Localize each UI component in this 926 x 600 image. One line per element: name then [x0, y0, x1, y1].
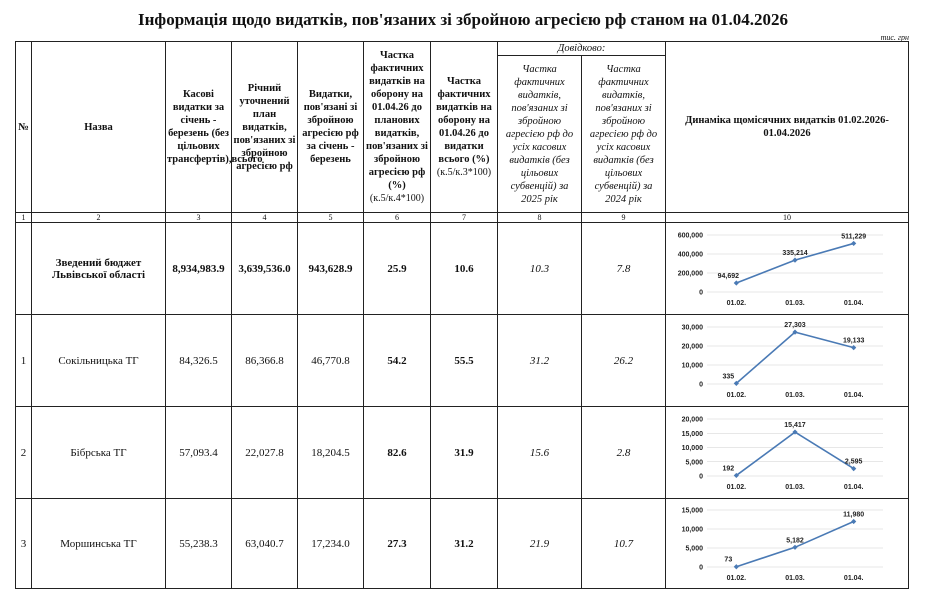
- y-tick-label: 30,000: [681, 324, 703, 331]
- data-point: [851, 518, 856, 523]
- data-point: [734, 280, 739, 285]
- col-number: 2: [32, 213, 166, 223]
- x-tick-label: 01.02.: [726, 299, 747, 307]
- dynamics-chart: [669, 318, 905, 404]
- row-c7: 55.5: [431, 315, 498, 407]
- col-number: 10: [666, 213, 909, 223]
- data-label: 15,417: [784, 421, 806, 429]
- row-chart-cell: [666, 315, 909, 407]
- x-tick-label: 01.04.: [843, 483, 864, 491]
- data-point: [792, 544, 797, 549]
- row-c4: 63,040.7: [232, 499, 298, 589]
- table-row: [16, 315, 909, 407]
- header-c6-text: Частка фактичних видатків на оборону на 01.04.26 до планових видатків, пов'язаних зі збройною агресією рф (%): [366, 50, 428, 191]
- row-no: 3: [16, 499, 32, 589]
- header-name: Назва: [32, 42, 166, 213]
- series-line: [736, 432, 853, 475]
- data-label: 5,182: [786, 536, 804, 544]
- dynamics-chart: [669, 501, 905, 587]
- series-line: [736, 332, 853, 383]
- x-tick-label: 01.04.: [843, 574, 864, 582]
- col-number: 6: [364, 213, 431, 223]
- y-tick-label: 5,000: [685, 545, 703, 552]
- data-point: [734, 564, 739, 569]
- y-tick-label: 0: [699, 381, 703, 388]
- row-c3: 57,093.4: [166, 407, 232, 499]
- data-label: 2,595: [844, 458, 863, 466]
- col-number: 9: [582, 213, 666, 223]
- y-tick-label: 10,000: [681, 444, 703, 452]
- row-name: Бібрська ТГ: [32, 407, 166, 499]
- row-c9: 2.8: [582, 407, 666, 499]
- row-c8: 10.3: [498, 223, 582, 315]
- expenditure-table: [15, 41, 909, 589]
- x-tick-label: 01.02.: [726, 574, 747, 582]
- data-label: 94,692: [717, 272, 740, 280]
- y-tick-label: 400,000: [677, 251, 703, 258]
- row-c5: 943,628.9: [298, 223, 364, 315]
- y-tick-label: 20,000: [681, 416, 703, 423]
- header-reference: Довідково:: [498, 42, 666, 56]
- row-c9: 10.7: [582, 499, 666, 589]
- y-tick-label: 200,000: [677, 270, 703, 277]
- col-number: 5: [298, 213, 364, 223]
- col-number: 8: [498, 213, 582, 223]
- x-tick-label: 01.02.: [726, 391, 747, 399]
- data-label: 73: [724, 556, 733, 564]
- data-point: [851, 240, 856, 245]
- row-c4: 22,027.8: [232, 407, 298, 499]
- row-name: Сокільницька ТГ: [32, 315, 166, 407]
- row-c7: 31.2: [431, 499, 498, 589]
- row-no: 2: [16, 407, 32, 499]
- data-point: [792, 257, 797, 262]
- row-c6: 82.6: [364, 407, 431, 499]
- header-c3: Касові видатки за січень - березень (без цільових трансфертів),всього: [166, 42, 232, 213]
- header-c7-text: Частка фактичних видатків на оборону на 01.04.26 до видатки всього (%): [436, 76, 492, 165]
- header-c4: Річний уточнений план видатків, пов'язаних зі збройною агресією рф: [232, 42, 298, 213]
- row-c6: 25.9: [364, 223, 431, 315]
- y-tick-label: 20,000: [681, 343, 703, 350]
- x-tick-label: 01.04.: [843, 299, 864, 307]
- header-c7-note: (к.5/к.3*100): [436, 167, 492, 178]
- x-tick-label: 01.03.: [785, 391, 805, 399]
- units-label: тис. грн: [880, 33, 909, 42]
- col-number: 7: [431, 213, 498, 223]
- y-tick-label: 10,000: [681, 362, 703, 369]
- header-c7: [431, 42, 498, 213]
- header-c6: [364, 42, 431, 213]
- row-c9: 7.8: [582, 223, 666, 315]
- y-tick-label: 15,000: [681, 430, 703, 438]
- data-label: 27,303: [784, 321, 806, 329]
- row-c5: 18,204.5: [298, 407, 364, 499]
- y-tick-label: 0: [699, 473, 703, 480]
- x-tick-label: 01.03.: [785, 483, 805, 491]
- y-tick-label: 10,000: [681, 526, 703, 533]
- row-c7: 10.6: [431, 223, 498, 315]
- row-c4: 3,639,536.0: [232, 223, 298, 315]
- header-c10: Динаміка щомісячних видатків 01.02.2026-01.04.2026: [666, 42, 909, 213]
- col-number: 3: [166, 213, 232, 223]
- row-c6: 27.3: [364, 499, 431, 589]
- row-c4: 86,366.8: [232, 315, 298, 407]
- header-c9: Частка фактичних видатків, пов'язаних зі збройною агресією рф до усіх касових видатків (без цільових субвенцій) за 2024 рік: [582, 56, 666, 213]
- table-row-summary: [16, 223, 909, 315]
- y-tick-label: 5,000: [685, 458, 703, 466]
- row-c7: 31.9: [431, 407, 498, 499]
- page-title: Інформація щодо видатків, пов'язаних зі збройною агресією рф станом на 01.04.2026: [138, 10, 788, 29]
- row-c5: 17,234.0: [298, 499, 364, 589]
- row-c8: 15.6: [498, 407, 582, 499]
- data-label: 19,133: [842, 337, 865, 345]
- x-tick-label: 01.03.: [785, 574, 805, 582]
- row-c8: 21.9: [498, 499, 582, 589]
- y-tick-label: 600,000: [677, 232, 703, 239]
- table-row: [16, 407, 909, 499]
- row-c3: 84,326.5: [166, 315, 232, 407]
- row-no: [16, 223, 32, 315]
- dynamics-chart: [669, 226, 905, 312]
- row-c5: 46,770.8: [298, 315, 364, 407]
- header-c5: Видатки, пов'язані зі збройною агресією рф за січень - березень: [298, 42, 364, 213]
- row-c9: 26.2: [582, 315, 666, 407]
- y-tick-label: 0: [699, 289, 703, 296]
- column-numbers-row: [16, 213, 909, 223]
- col-number: 4: [232, 213, 298, 223]
- dynamics-chart: [669, 410, 905, 496]
- row-c3: 55,238.3: [166, 499, 232, 589]
- col-number: 1: [16, 213, 32, 223]
- row-chart-cell: [666, 407, 909, 499]
- header-no: №: [16, 42, 32, 213]
- row-c6: 54.2: [364, 315, 431, 407]
- y-tick-label: 15,000: [681, 507, 703, 514]
- data-label: 11,980: [843, 510, 865, 518]
- x-tick-label: 01.03.: [785, 299, 805, 307]
- row-name: Зведений бюджет Львівської області: [32, 223, 166, 315]
- data-label: 192: [722, 464, 735, 472]
- y-tick-label: 0: [699, 564, 703, 571]
- data-label: 511,229: [841, 232, 867, 240]
- data-label: 335,214: [782, 249, 808, 257]
- header-c6-note: (к.5/к.4*100): [369, 193, 425, 204]
- row-c3: 8,934,983.9: [166, 223, 232, 315]
- row-name: Моршинська ТГ: [32, 499, 166, 589]
- data-label: 335: [722, 372, 735, 380]
- row-c8: 31.2: [498, 315, 582, 407]
- x-tick-label: 01.04.: [843, 391, 864, 399]
- row-chart-cell: [666, 223, 909, 315]
- x-tick-label: 01.02.: [726, 483, 747, 491]
- header-row: [16, 42, 909, 56]
- table-row: [16, 499, 909, 589]
- header-c8: Частка фактичних видатків, пов'язаних зі збройною агресією рф до усіх касових видатків (без цільових субвенцій) за 2025 рік: [498, 56, 582, 213]
- row-no: 1: [16, 315, 32, 407]
- row-chart-cell: [666, 499, 909, 589]
